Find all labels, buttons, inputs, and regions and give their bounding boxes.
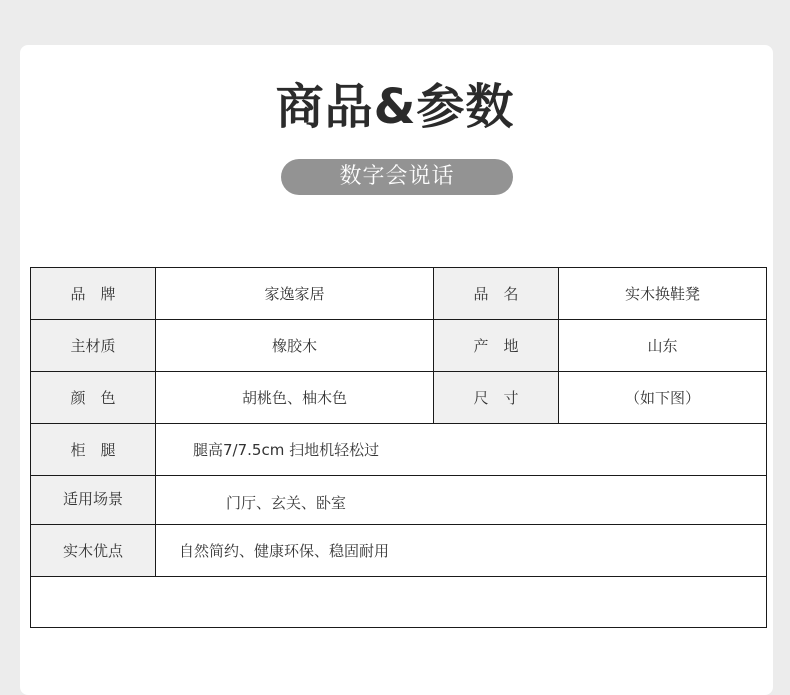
table-row [31, 320, 767, 372]
table-row [31, 476, 767, 525]
empty-row [31, 577, 767, 628]
table-row [31, 424, 767, 476]
scene-label-cell [31, 476, 156, 525]
table-row [31, 525, 767, 577]
size-label: 尺 寸 [434, 372, 559, 424]
color-label: 颜 色 [31, 372, 156, 424]
size-value: （如下图） [559, 372, 767, 424]
brand-value: 家逸家居 [156, 268, 434, 320]
origin-value: 山东 [559, 320, 767, 372]
table-row [31, 577, 767, 628]
merit-value: 自然简约、健康环保、稳固耐用 [156, 525, 767, 577]
legs-value: 腿高7/7.5cm 扫地机轻松过 [156, 424, 767, 476]
name-value: 实木换鞋凳 [559, 268, 767, 320]
material-value: 橡胶木 [156, 320, 434, 372]
scene-value: 门厅、玄关、卧室 [226, 494, 347, 512]
spec-table [30, 267, 767, 628]
legs-label: 柜 腿 [31, 424, 156, 476]
scene-value-cell [156, 476, 767, 525]
origin-label: 产 地 [434, 320, 559, 372]
color-value: 胡桃色、柚木色 [156, 372, 434, 424]
subtitle-badge: 数字会说话 [281, 159, 513, 195]
page-title: 商品&参数 [275, 79, 515, 135]
scene-label: 适用场景 [62, 490, 123, 508]
table-row [31, 372, 767, 424]
merit-label: 实木优点 [31, 525, 156, 577]
brand-label: 品 牌 [31, 268, 156, 320]
name-label: 品 名 [434, 268, 559, 320]
table-row [31, 268, 767, 320]
material-label: 主材质 [31, 320, 156, 372]
